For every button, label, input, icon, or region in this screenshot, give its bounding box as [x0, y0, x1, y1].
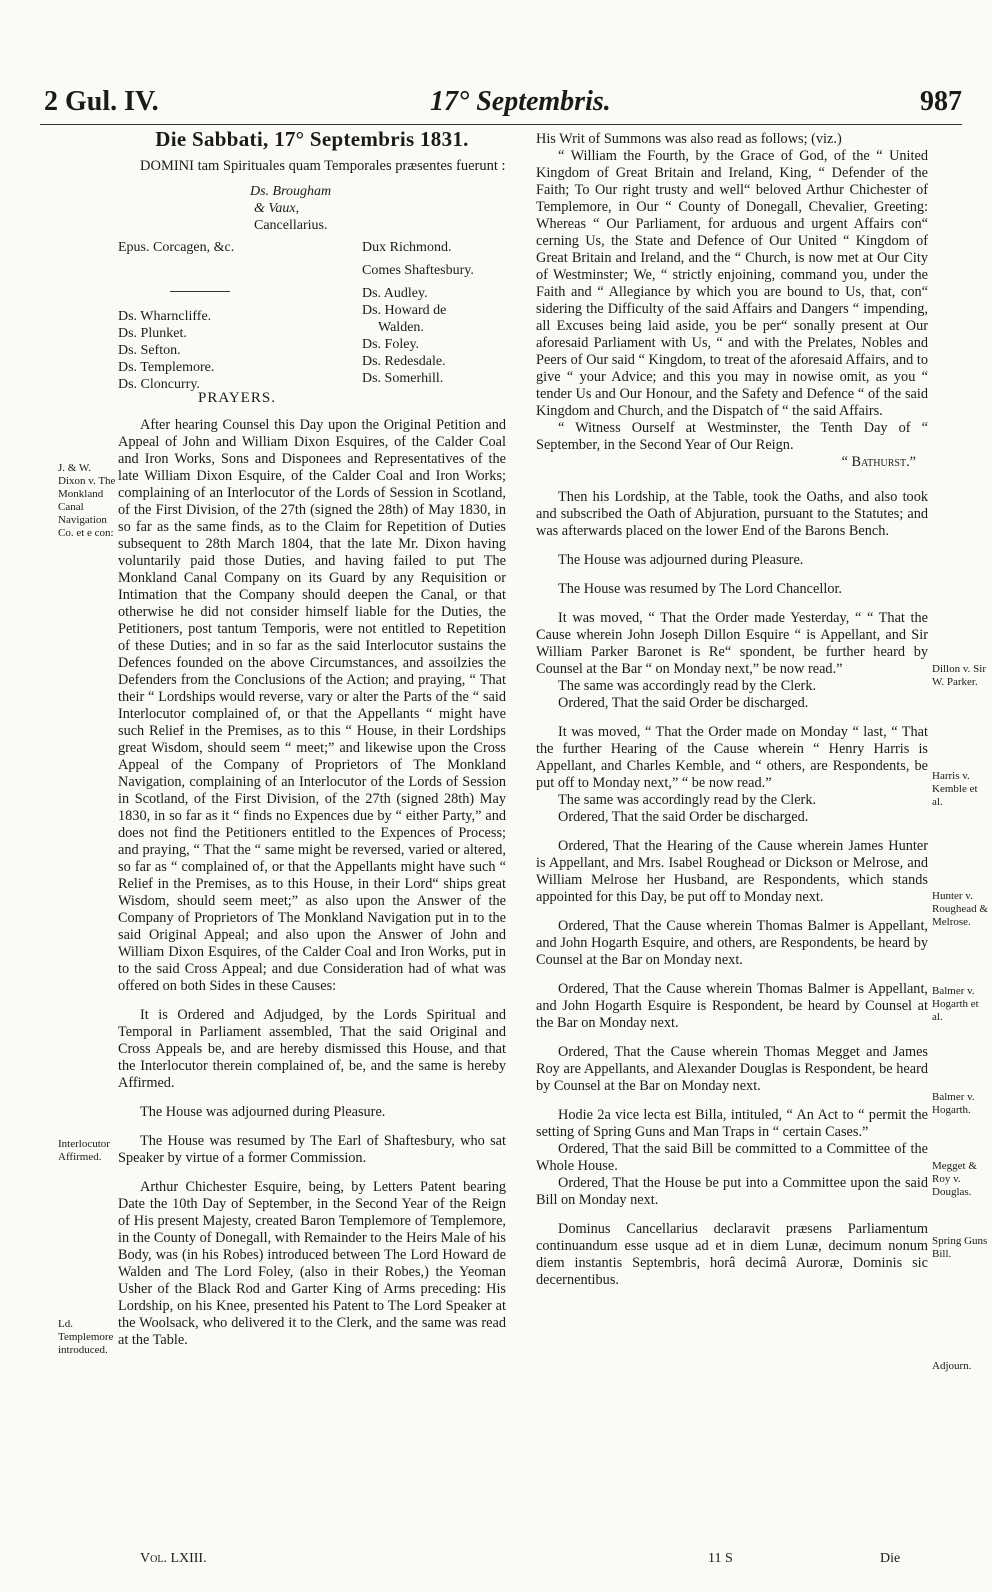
margin-note-spring-guns: Spring Guns Bill. — [932, 1235, 988, 1260]
chancellor-line-1: Ds. Brougham — [250, 184, 332, 199]
temporal-lord: Ds. Cloncurry. — [118, 377, 200, 392]
footer-signature-mark: 11 S — [708, 1551, 733, 1566]
dillon-read: The same was accordingly read by the Clerk. — [558, 678, 817, 694]
hunter-order: Ordered, That the Hearing of the Cause wherein James Hunter is Appellant, and Mrs. Isabel Roughead or Dickson or Melrose, and William Melrose her Husband, are Respondents, which stands appointed for this Day, be put off to Monday next. — [536, 838, 928, 905]
running-header-date: 17° Septembris. — [430, 86, 611, 117]
margin-note-templemore: Ld. Templemore introduced. — [58, 1318, 114, 1356]
spring-guns-committee: Ordered, That the House be put into a Committee upon the said Bill on Monday next. — [536, 1175, 928, 1208]
balmer-order-2: Ordered, That the Cause wherein Thomas Balmer is Appellant, and John Hogarth Esquire is Respondent, be heard by Counsel at the Bar on Monday next. — [536, 981, 928, 1031]
resumed-paragraph: The House was resumed by The Lord Chancellor. — [558, 581, 843, 597]
dillon-motion: It was moved, “ That the Order made Yesterday, “ “ That the Cause wherein John Joseph Dillon Esquire “ is Appellant, and Sir William Parker Baronet is Re“ spondent, be further heard by Counsel at the Bar “ on Monday next,” be now read.” — [536, 610, 928, 677]
temporal-lord: Ds. Somerhill. — [362, 371, 444, 386]
sitting-title: Die Sabbati, 17° Septembris 1831. — [155, 127, 469, 151]
dixon-case-paragraph: After hearing Counsel this Day upon the Original Petition and Appeal of John and William Dixon Esquires, of the Calder Coal and Iron Works, Sons and Disponees and Representatives of the late William Dixon Esquire, of the Calder Coal and Iron Works; complaining of an Interlocutor of the Lords of Session in Scotland, of the First Division, of the 27th (signed the 28th) of May 1830, in so far as the same finds, as to the Claim for Repetition of Duties subsequent to 28th March 1804, that the late Mr. Dixon having voluntarily paid those Duties, and having failed to put The Monkland Canal Company on its Guard by any Requisition or Intimation that the Company should deepen the Canal, or that otherwise he did not consider himself liable for the Duties, the Petitioners, post tantum Temporis, were not entitled to Repetition of these Duties; and in so far as the said Interlocutor sustains the Defences founded on the above Circumstances, and assoilzies the Defenders from the Conclusions of the Action; and praying, “ That their “ Lordships would reverse, vary or alter the Parts of the “ said Interlocutor complained of, or that the Appellants “ might have such Relief in the Premises, as to this “ House, in their Lordships great Wisdom, should seem “ meet;” and likewise upon the Cross Appeal of the Company of Proprietors of The Monkland Navigation, complaining of an Interlocutor of the Lords of Session in Scotland, of the First Division, of the 27th (signed 28th) May 1830, in so far as it “ finds no Expences due by “ either Party,” and does not find the Petitioners entitled to the Expences of Process; and praying, “ That the “ same might be reversed, varied or altered, so far as “ complained of, or that the Appellants might have such “ Relief in the Premises, as to this House, in their Lord“ ships great Wisdom, should seem meet;” as also upon the Answer of the Company of Proprietors of The Monkland Navigation put in to the said Original Appeal; and also upon the Answer of John and William Dixon Esquires, of the Calder Coal and Iron Works, put in to the said Cross Appeal; and due Consideration had of what was offered on both Sides in these Causes: — [118, 417, 506, 994]
temporal-lord: Ds. Redesdale. — [362, 354, 446, 369]
margin-note-harris: Harris v. Kemble et al. — [932, 770, 978, 808]
temporal-lord: Walden. — [378, 320, 424, 335]
oaths-paragraph: Then his Lordship, at the Table, took the Oaths, and also took and subscribed the Oath of Abjuration, pursuant to the Statutes; and was afterwards placed on the lower End of the Barons Bench. — [536, 489, 928, 539]
margin-note-hunter: Hunter v. Roughead & Melrose. — [932, 890, 988, 928]
harris-read: The same was accordingly read by the Clerk. — [558, 792, 817, 808]
adjourned-paragraph: The House was adjourned during Pleasure. — [140, 1104, 386, 1120]
writ-intro: His Writ of Summons was also read as follows; (viz.) — [536, 131, 842, 147]
temporal-lord: Ds. Howard de — [362, 303, 447, 318]
temporal-lord: Ds. Templemore. — [118, 360, 215, 375]
writ-text: “ William the Fourth, by the Grace of God, of the “ United Kingdom of Great Britain and Ireland, King, “ Defender of the Faith; To Our right trusty and well“ beloved Arthur Chichester of Templemore, in Our “ County of Donegall, Chevalier, Greeting: Whereas “ Our Parliament, for arduous and urgent Affairs con“ cerning Us, the State and Defence of Our United “ Kingdom of Great Britain and Ireland, and the “ Church, is now met at Our City of Westminster; We, “ strictly enjoining, command you, under the Faith and “ Allegiance by which you are bound to Us, that, con“ sidering the Difficulty of the said Affairs and Dangers “ impending, all Excuses being laid aside, you be per“ sonally present at Our aforesaid Parliament with Us, “ and with the Prelates, Nobles and Peers of Our said “ Kingdom, to treat of the aforesaid Affairs, and to give “ your Advice; and this you may in nowise omit, as you “ tender Us and Our Honour, and the Safety and Defence “ of the said Kingdom and Church, and the Dispatch of “ the said Affairs. — [536, 148, 928, 419]
temporal-lord: Ds. Audley. — [362, 286, 428, 301]
writ-signature: “ Bathurst.” — [841, 454, 916, 470]
adjournment-latin: Dominus Cancellarius declaravit præsens Parliamentum continuandum esse usque ad et in diem Lunæ, decimum nonum diem instantis Septembris, horâ decimâ Auroræ, Dominis sic decernentibus. — [536, 1221, 928, 1288]
spring-guns-committed: Ordered, That the said Bill be committed to a Committee of the Whole House. — [536, 1141, 928, 1174]
right-column — [536, 131, 928, 1289]
temporal-lord: Ds. Foley. — [362, 337, 420, 352]
templemore-paragraph: Arthur Chichester Esquire, being, by Letters Patent bearing Date the 10th Day of September, in the Second Year of the Reign of His present Majesty, created Baron Templemore of Templemore, in the County of Donegall, with Remainder to the Heirs Male of his Body, was (in his Robes) introduced between The Lord Howard de Walden and The Lord Foley, (also in their Robes,) the Yeoman Usher of the Black Rod and Garter King of Arms preceding: His Lordship, on his Knee, presented his Patent to The Lord Speaker at the Woolsack, who delivered it to the Clerk, and the same was read at the Table. — [118, 1179, 506, 1348]
roster-separator — [170, 291, 230, 292]
chancellor-block — [250, 183, 331, 234]
margin-note-dillon: Dillon v. Sir W. Parker. — [932, 663, 986, 688]
adjourned-paragraph: The House was adjourned during Pleasure. — [558, 552, 804, 568]
temporal-lords-left — [118, 308, 214, 393]
temporal-lord: Comes Shaftesbury. — [362, 263, 474, 278]
running-header-regnal-year: 2 Gul. IV. — [44, 86, 159, 117]
temporal-lord: Dux Richmond. — [362, 240, 452, 255]
spring-guns-reading: Hodie 2a vice lecta est Billa, intituled, “ An Act to “ permit the setting of Spring Guns and Man Traps in “ certain Cases.” — [536, 1107, 928, 1140]
attendance-roster — [118, 175, 506, 390]
spiritual-lord: Epus. Corcagen, &c. — [118, 240, 235, 255]
resumed-paragraph: The House was resumed by The Earl of Shaftesbury, who sat Speaker by virtue of a former Commission. — [118, 1133, 506, 1166]
page-number: 987 — [920, 86, 962, 117]
temporal-lords-right — [362, 239, 474, 387]
present-lords-heading: DOMINI tam Spirituales quam Temporales præsentes fuerunt : — [140, 158, 506, 174]
harris-motion: It was moved, “ That the Order made on Monday “ last, “ That the further Hearing of the Cause wherein “ Henry Harris is Appellant, and Charles Kemble, and “ others, are Respondents, be put off to Monday next,” “ be now read.” — [536, 724, 928, 791]
harris-ordered: Ordered, That the said Order be discharged. — [558, 809, 809, 825]
margin-note-adjourn: Adjourn. — [932, 1360, 972, 1372]
prayers-heading: PRAYERS. — [198, 390, 276, 406]
temporal-lord: Ds. Sefton. — [118, 343, 181, 358]
margin-note-megget: Megget & Roy v. Douglas. — [932, 1160, 977, 1198]
affirmed-paragraph: It is Ordered and Adjudged, by the Lords Spiritual and Temporal in Parliament assembled, That the said Original and Cross Appeals be, and are hereby dismissed this House, and that the Interlocutor therein complained of, be, and the same is hereby Affirmed. — [118, 1007, 506, 1091]
left-column — [118, 127, 506, 1349]
dillon-ordered: Ordered, That the said Order be discharged. — [558, 695, 809, 711]
chancellor-line-3: Cancellarius. — [254, 218, 328, 233]
margin-note-affirmed: Interlocutor Affirmed. — [58, 1138, 110, 1163]
writ-witness: “ Witness Ourself at Westminster, the Tenth Day of “ September, in the Second Year of Our Reign. — [536, 420, 928, 453]
margin-note-balmer-2: Balmer v. Hogarth. — [932, 1091, 975, 1116]
header-rule — [40, 124, 962, 125]
chancellor-line-2: & Vaux, — [254, 201, 300, 216]
footer-volume: Vol. LXIII. — [140, 1551, 207, 1566]
footer-catchword: Die — [880, 1551, 901, 1566]
margin-note-balmer-1: Balmer v. Hogarth et al. — [932, 985, 979, 1023]
balmer-order-1: Ordered, That the Cause wherein Thomas Balmer is Appellant, and John Hogarth Esquire, and others, are Respondents, be heard by Counsel at the Bar on Monday next. — [536, 918, 928, 968]
temporal-lord: Ds. Plunket. — [118, 326, 187, 341]
temporal-lord: Ds. Wharncliffe. — [118, 309, 212, 324]
megget-order: Ordered, That the Cause wherein Thomas Megget and James Roy are Appellants, and Alexander Douglas is Respondent, be heard by Counsel at the Bar on Monday next. — [536, 1044, 928, 1094]
margin-note-dixon: J. & W. Dixon v. The Monkland Canal Navigation Co. et e con: — [58, 462, 116, 539]
spiritual-lords — [118, 239, 234, 256]
